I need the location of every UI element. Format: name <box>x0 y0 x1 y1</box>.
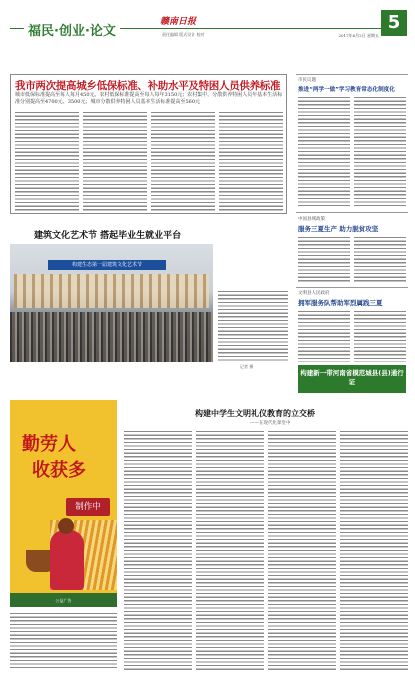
article1-text-1 <box>298 96 350 206</box>
article3-kicker: 文明县人民政府 <box>298 291 330 296</box>
right-column-rule-2 <box>296 212 408 213</box>
lead-column-3 <box>151 111 215 211</box>
page-number: 5 <box>381 10 407 36</box>
newspaper-masthead: 赣南日报 <box>160 17 197 27</box>
lead-subhead: 城市低保标准提高至每人每月450元，农村低保标准提高至每人每年3150元；农村集中、分散供养特困人员年基本生活标准分别提高至4700元、3500元；城市分散供养特困人员基本生活标准提高至560元 <box>15 92 283 105</box>
lead-headline: 我市两次提高城乡低保标准、补助水平及特困人员供养标准 <box>15 80 281 92</box>
article2-text-2 <box>354 236 406 284</box>
poster-farmer-figure <box>50 530 84 590</box>
article2-headline: 服务三夏生产 助力脱贫攻坚 <box>298 225 379 233</box>
article1-headline: 推进“两学一做”学习教育常态化制度化 <box>298 87 395 93</box>
lead-column-4 <box>219 111 283 211</box>
editor-credits: 责任编辑 版式设计 校对 <box>162 32 205 37</box>
bottom-text-4 <box>340 430 408 670</box>
poster-title-line2: 收获多 <box>32 460 86 481</box>
photo-crowd <box>10 312 213 362</box>
bottom-text-3 <box>268 430 336 670</box>
article3-text-1 <box>298 310 350 362</box>
date-line: 2017年6月2日 星期五 <box>338 33 379 38</box>
section-title: 福民·创业·论文 <box>24 20 120 39</box>
news-photo <box>10 244 213 362</box>
article1-text-2 <box>354 96 406 206</box>
page-header <box>10 8 407 42</box>
poster-farmer-head <box>58 518 74 534</box>
poster-caption: 公益广告 <box>55 598 72 603</box>
lead-column-2 <box>83 111 147 211</box>
poster-side-text <box>10 612 117 670</box>
article2-kicker: 中国县域政策 <box>298 217 325 222</box>
bottom-article-headline: 构建中学生文明礼仪教育的立交桥 <box>195 408 315 418</box>
poster-badge: 制作中 <box>66 498 110 516</box>
lead-column-1 <box>15 111 79 211</box>
article3-headline: 拥军服务队帮助军烈属践三夏 <box>298 299 383 307</box>
bottom-article-subhead: ——在现代化课堂中 <box>250 421 291 426</box>
article2-text-1 <box>298 236 350 284</box>
bottom-text-2 <box>196 430 264 670</box>
bottom-text-1 <box>124 430 192 670</box>
right-column-rule-top <box>296 74 408 75</box>
photo-banner: 构建生态第一届建筑文化艺术节 <box>48 260 166 270</box>
lead-story-box <box>10 74 287 214</box>
article1-kicker: 市民议题 <box>298 78 316 83</box>
public-service-poster <box>10 400 117 607</box>
photo-story-headline: 建筑文化艺术节 搭起毕业生就业平台 <box>34 231 182 241</box>
slogan-banner: 构建新一带河南省模范城县(县)通行证 <box>298 365 406 393</box>
photo-story-text <box>218 290 288 362</box>
photo-building <box>14 274 209 308</box>
right-column-rule-3 <box>296 287 408 288</box>
photo-credit: 记者 摄 <box>240 364 254 369</box>
poster-title-line1: 勤劳人 <box>22 434 76 455</box>
article3-text-2 <box>354 310 406 362</box>
